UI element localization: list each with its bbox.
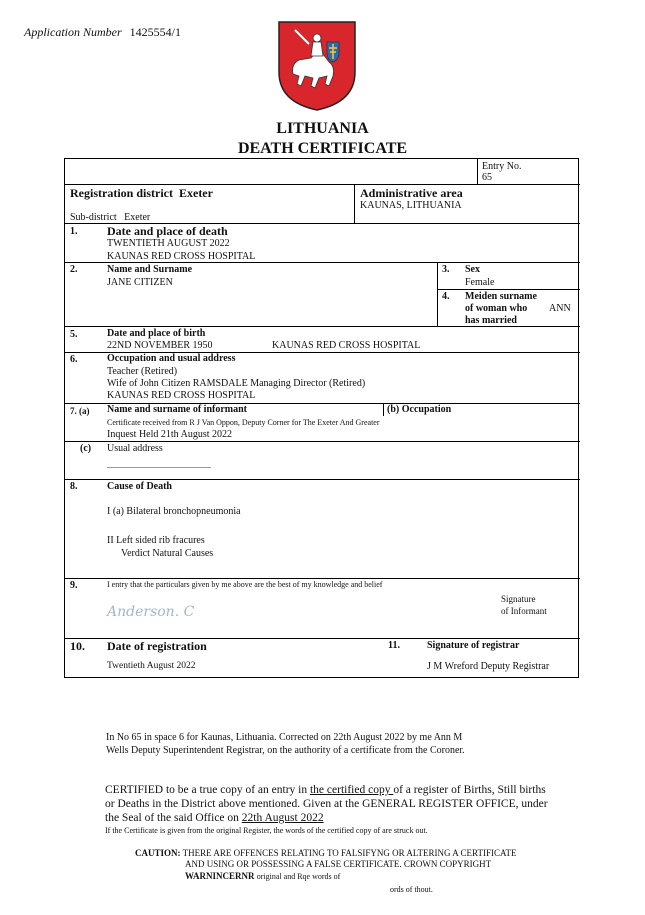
subdistrict: Sub-district Exeter [70, 212, 151, 223]
coat-of-arms-icon [277, 20, 357, 112]
warning-tail: ords of thout. [390, 885, 433, 894]
field-2-label: Name and Surname [107, 264, 193, 275]
field-3-num: 3. [442, 264, 450, 275]
field-10-num: 10. [70, 639, 85, 653]
field-1-label: Date and place of death [107, 224, 228, 238]
deceased-name: JANE CITIZEN [107, 277, 173, 288]
warning-line: WARNINCERNR original and Rqe words of [185, 871, 341, 881]
field-1-num: 1. [70, 226, 78, 237]
struck-out-note: If the Certificate is given from the original Register, the words of the certified copy of are struck out. [105, 826, 428, 835]
field-11-label: Signature of registrar [427, 640, 520, 651]
cause-1: I (a) Bilateral bronchopneumonia [107, 506, 241, 517]
entry-label: Entry No. [482, 161, 522, 172]
occupation-detail: Wife of John Citizen RAMSDALE Managing Director (Retired) [107, 378, 366, 389]
field-8-num: 8. [70, 481, 78, 492]
field-7-num: 7. (a) [70, 406, 90, 416]
certified-date: 22th August 2022 [241, 812, 324, 824]
application-number-value: 1425554/1 [129, 25, 182, 39]
application-number [24, 25, 181, 40]
warning-label: WARNINCERNR [185, 871, 255, 881]
birth-place: KAUNAS RED CROSS HOSPITAL [272, 340, 421, 351]
inquest-date: Inquest Held 21th August 2022 [107, 429, 232, 440]
admin-area-value: KAUNAS, LITHUANIA [360, 200, 462, 211]
field-10-label: Date of registration [107, 639, 207, 653]
field-3-label: Sex [465, 264, 480, 275]
field-6-label: Occupation and usual address [107, 353, 236, 364]
district-label: Registration district Exeter [70, 186, 213, 200]
field-4-label-3: has married [465, 315, 517, 326]
field-4-label-2: of woman who [465, 303, 528, 314]
field-4-label-1: Meiden surname [465, 291, 537, 302]
cause-2: II Left sided rib fracures [107, 535, 205, 546]
application-number-label: Application Number [24, 25, 122, 39]
signature-label-2: of Informant [501, 606, 547, 616]
subdistrict-value: Exeter [124, 212, 151, 223]
certified-line-2: or Deaths in the District above mentioned. Given at the GENERAL REGISTER OFFICE, under [105, 798, 548, 810]
field-5-label: Date and place of birth [107, 328, 206, 339]
entry-value: 65 [482, 172, 492, 183]
field-8-label: Cause of Death [107, 481, 172, 492]
field-11-num: 11. [388, 640, 400, 651]
field-2-num: 2. [70, 264, 78, 275]
title-country: LITHUANIA [276, 120, 369, 137]
sex-value: Female [465, 277, 495, 288]
correction-note-2: Wells Deputy Superintendent Registrar, on the authority of a certificate from the Coroner. [106, 745, 465, 756]
field-9-num: 9. [70, 580, 78, 591]
cause-3: Verdict Natural Causes [121, 548, 214, 559]
certified-copy-text: the certified copy [309, 784, 394, 796]
usual-address: KAUNAS RED CROSS HOSPITAL [107, 390, 256, 401]
informant-address-label: Usual address [107, 443, 163, 454]
death-date: TWENTIETH AUGUST 2022 [107, 238, 230, 249]
field-7-label: Name and surname of informant [107, 404, 247, 415]
field-7c-num: (c) [80, 443, 92, 454]
certified-line-3: the Seal of the said Office on 22th August 2022 [105, 812, 324, 824]
field-5-num: 5. [70, 329, 78, 340]
correction-note-1: In No 65 in space 6 for Kaunas, Lithuania. Corrected on 22th August 2022 by me Ann M [106, 732, 463, 743]
birth-date: 22ND NOVEMBER 1950 [107, 340, 213, 351]
caution-line-2: AND USING OR POSSESSING A FALSE CERTIFICATE. CROWN COPYRIGHT [185, 859, 492, 869]
informant-detail: Certificate received from R J Van Oppon, Deputy Corner for The Exeter And Greater [107, 418, 380, 427]
informant-signature: Anderson. C [107, 604, 195, 620]
title-document: DEATH CERTIFICATE [237, 140, 408, 157]
informant-occupation-label: (b) Occupation [387, 404, 452, 415]
admin-area-label: Administrative area [360, 186, 463, 200]
certified-line-1: CERTIFIED to be a true copy of an entry in the certified copy of a register of Births, Still births [105, 784, 546, 796]
registration-date: Twentieth August 2022 [107, 661, 196, 671]
signature-label-1: Signature [501, 594, 536, 604]
registrar-signature: J M Wreford Deputy Registrar [427, 661, 550, 672]
caution-label: CAUTION: [135, 848, 181, 858]
caution-line-1: CAUTION: THERE ARE OFFENCES RELATING TO FALSIFYNG OR ALTERING A CERTIFICATE [135, 848, 517, 858]
maiden-surname: ANN [549, 303, 571, 314]
district-value: Exeter [178, 186, 213, 200]
field-6-num: 6. [70, 354, 78, 365]
certificate-table [64, 158, 579, 678]
occupation: Teacher (Retired) [107, 366, 178, 377]
death-place: KAUNAS RED CROSS HOSPITAL [107, 251, 256, 262]
field-4-num: 4. [442, 291, 450, 302]
informant-declaration: I entry that the particulars given by me above are the best of my knowledge and belief [107, 580, 383, 589]
